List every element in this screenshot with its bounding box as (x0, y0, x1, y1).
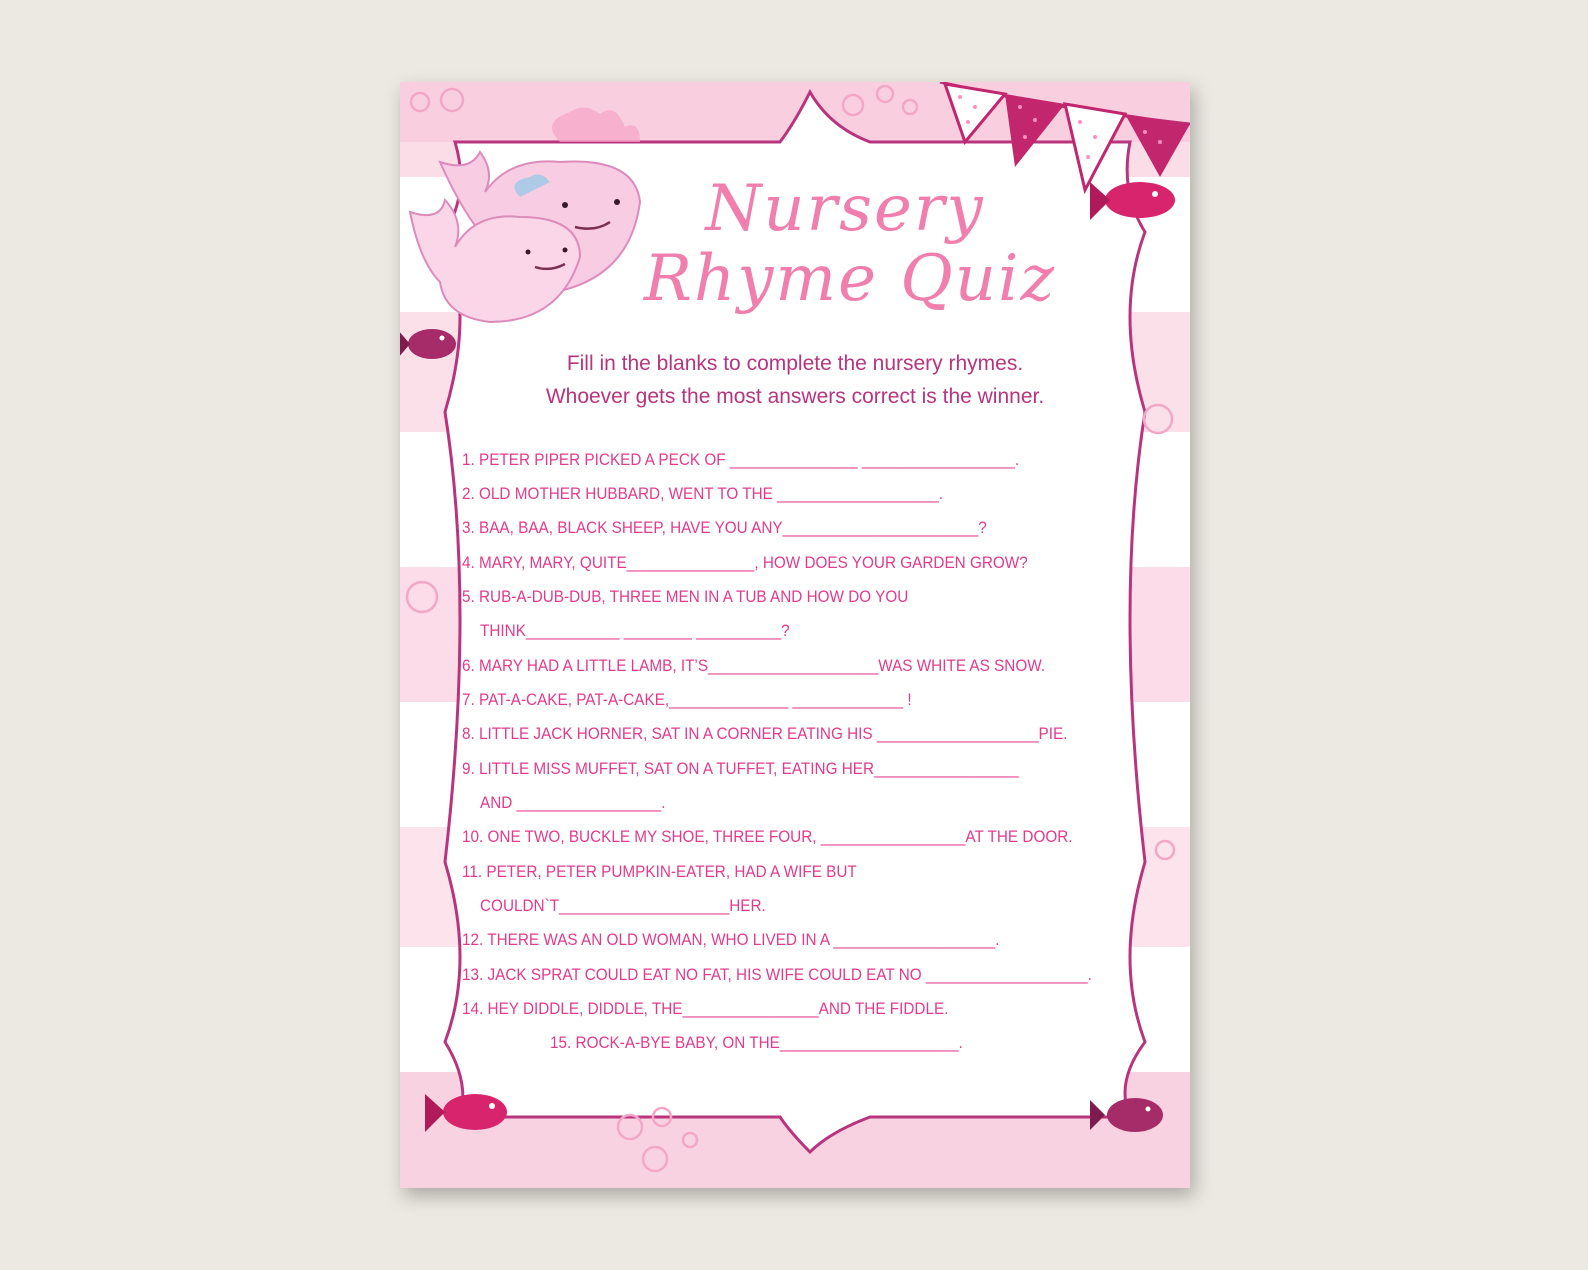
question-15: 15. ROCK-A-BYE BABY, ON THE_____________________. (550, 1033, 963, 1052)
question-2: 2. OLD MOTHER HUBBARD, WENT TO THE ___________________. (462, 484, 944, 503)
question-11: 11. PETER, PETER PUMPKIN-EATER, HAD A WIFE BUT (462, 862, 857, 881)
instructions-line-1: Fill in the blanks to complete the nursery rhymes. (566, 352, 1024, 375)
question-8: 8. LITTLE JACK HORNER, SAT IN A CORNER EATING HIS ___________________PIE. (462, 724, 1068, 743)
question-10: 10. ONE TWO, BUCKLE MY SHOE, THREE FOUR, _________________AT THE DOOR. (462, 827, 1073, 846)
question-12: 12. THERE WAS AN OLD WOMAN, WHO LIVED IN A ___________________. (462, 930, 1000, 949)
question-1: 1. PETER PIPER PICKED A PECK OF _______________ __________________. (462, 450, 1020, 469)
question-6: 6. MARY HAD A LITTLE LAMB, IT’S____________________WAS WHITE AS SNOW. (462, 656, 1046, 675)
question-7: 7. PAT-A-CAKE, PAT-A-CAKE,______________ _____________ ! (462, 690, 912, 709)
question-9: 9. LITTLE MISS MUFFET, SAT ON A TUFFET, EATING HER_________________ (462, 759, 1019, 778)
quiz-card (400, 82, 1190, 1188)
question-14: 14. HEY DIDDLE, DIDDLE, THE________________AND THE FIDDLE. (462, 999, 949, 1018)
question-4: 4. MARY, MARY, QUITE_______________, HOW DOES YOUR GARDEN GROW? (462, 553, 1028, 572)
page-title-line-1: Nursery (705, 172, 985, 246)
question-3: 3. BAA, BAA, BLACK SHEEP, HAVE YOU ANY_______________________? (462, 518, 987, 537)
question-13: 13. JACK SPRAT COULD EAT NO FAT, HIS WIFE COULD EAT NO ___________________. (462, 965, 1092, 984)
instructions-line-2: Whoever gets the most answers correct is the winner. (545, 385, 1045, 408)
question-9-continued: AND _________________. (480, 793, 666, 812)
page-title-line-2: Rhyme Quiz (643, 242, 1057, 316)
question-5-continued: THINK___________ ________ __________? (480, 621, 790, 640)
question-11-continued: COULDN`T____________________HER. (480, 896, 766, 915)
question-5: 5. RUB-A-DUB-DUB, THREE MEN IN A TUB AND HOW DO YOU (462, 587, 909, 606)
